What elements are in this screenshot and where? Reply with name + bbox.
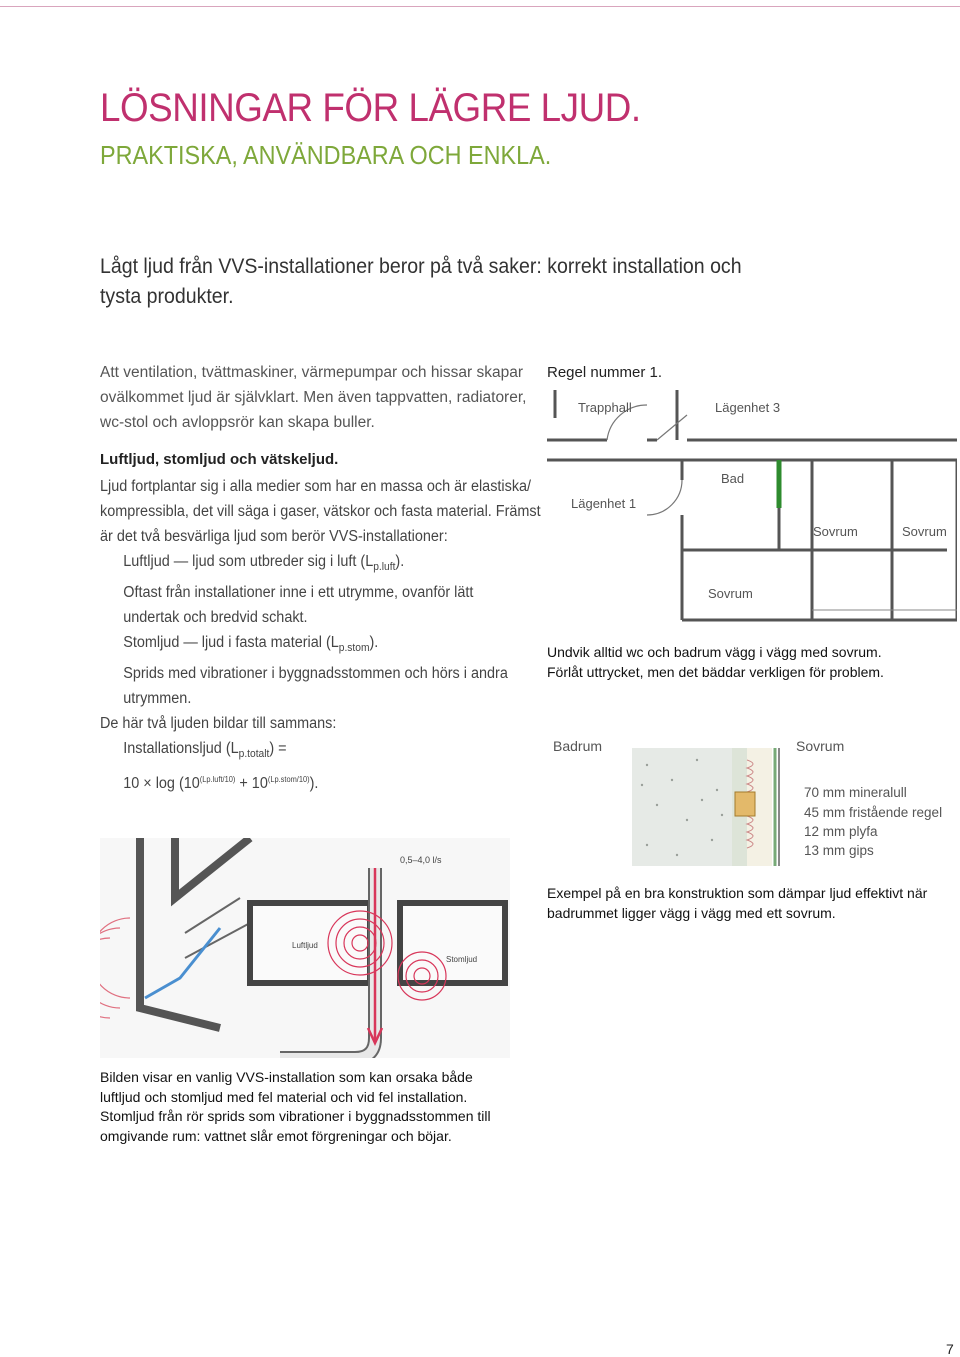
caption-wall [547,884,927,923]
page-subtitle: PRAKTISKA, ANVÄNDBARA OCH ENKLA. [100,140,552,170]
label-trapphall: Trapphall [578,400,632,415]
caption-regel [547,643,884,682]
body-line-2: kompressibla, det vill säga i gaser, vätskor och fasta material. Främst [100,503,541,520]
pipe-installation-diagram [100,838,510,1058]
intro-text: Lågt ljud från VVS-installationer beror på två saker: korrekt installation och tysta produkter. [100,255,742,308]
floorplan-diagram [547,390,957,640]
regel-heading: Regel nummer 1. [547,364,663,381]
formula-label: Installationsljud $(L_{p.totalt})$ = [123,740,287,761]
caption-pipe-line-1: Bilden visar en vanlig VVS-installation som kan orsaka både [100,1069,473,1085]
body-line-3: är det två besvärliga ljud som berör VVS-installationer: [100,528,448,545]
section-body [100,474,541,796]
luftljud-desc-2: undertak och bredvid schakt. [123,609,308,627]
caption-pipe-line-2: luftljud och stomljud med fel material och vid fel installation. [100,1088,468,1105]
caption-pipe-line-3: Stomljud från rör sprids som vibrationer i byggnadsstommen till [100,1108,491,1124]
pipe-stomljud-label: Stomljud [446,955,478,964]
label-lagenhet1: Lägenhet 1 [571,496,637,511]
caption-pipe [100,1068,491,1146]
page-number: 7 [946,1341,954,1357]
luftljud-line: Luftljud — ljud som utbreder sig i luft $(L_{p.luft})$. [123,553,405,574]
together-line: De här två ljuden bildar till sammans: [100,715,337,733]
label-sovrum-b: Sovrum [902,524,947,539]
caption-wall-line-2: badrummet ligger vägg i vägg med ett sovrum. [547,904,836,921]
stomljud-desc-1: Sprids med vibrationer i byggnadsstommen och hörs i andra [123,665,508,683]
wall-label-sovrum: Sovrum [796,738,845,754]
label-lagenhet3: Lägenhet 3 [715,400,781,415]
wall-construction-diagram [547,730,947,870]
label-bad: Bad [721,471,745,486]
label-sovrum-a: Sovrum [813,524,858,539]
body-line-1: Ljud fortplantar sig i alla medier som har en massa och är elastiska/ [100,478,532,495]
page-title: LÖSNINGAR FÖR LÄGRE LJUD. [100,86,641,130]
stomljud-line: Stomljud — ljud i fasta material $(L_{p.stom})$. [123,634,379,655]
formula: $10 \times \log (10^{(Lp.luft/10)} + 10^{(Lp.stom/10)})$. [123,775,319,793]
wall-label-badrum: Badrum [553,738,603,754]
section-heading: Luftljud, stomljud och vätskeljud. [100,451,339,468]
caption-regel-line-1: Undvik alltid wc och badrum vägg i vägg med sovrum. [547,644,882,660]
paragraph-1: Att ventilation, tvättmaskiner, värmepumpar och hissar skapar ovälkommet ljud är självklart. Men även tappvatten, radiatorer, wc-stol och avloppsrör kan skapa buller. [100,364,527,431]
wall-layer-3: 12 mm plyfa [804,824,878,839]
caption-regel-line-2: Förlåt uttrycket, men det bäddar verkligen för problem. [547,663,884,680]
top-rule [0,6,960,7]
wall-layer-1: 70 mm mineralull [804,785,907,800]
wall-layer-2: 45 mm fristående regel [804,805,943,820]
label-sovrum-c: Sovrum [708,586,753,601]
caption-pipe-line-4: omgivande rum: vattnet slår emot förgreningar och böjar. [100,1127,452,1144]
caption-wall-line-1: Exempel på en bra konstruktion som dämpar ljud effektivt när [547,885,928,901]
luftljud-desc-1: Oftast från installationer inne i ett utrymme, ovanför lätt [123,584,474,602]
stomljud-desc-2: utrymmen. [123,690,192,708]
pipe-flow-label: 0,5–4,0 l/s [400,855,442,865]
pipe-luftljud-label: Luftljud [292,941,318,950]
wall-layer-4: 13 mm gips [804,843,874,858]
